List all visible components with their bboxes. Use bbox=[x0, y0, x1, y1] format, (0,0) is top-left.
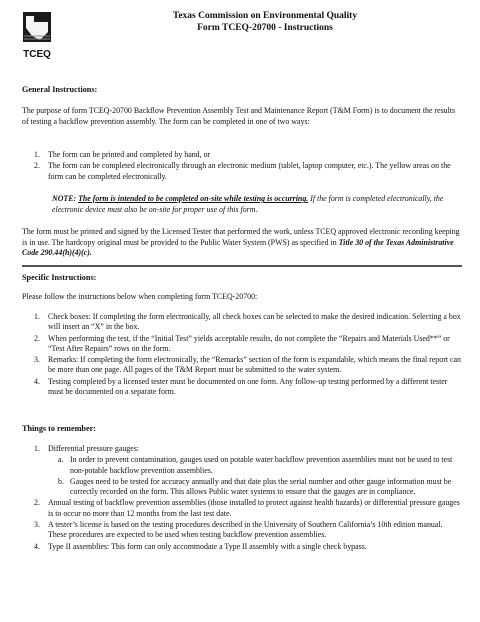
specific-intro-paragraph: Please follow the instructions below when completing form TCEQ-20700: bbox=[22, 292, 258, 301]
header-title-line1: Texas Commission on Environmental Quality bbox=[172, 11, 358, 21]
gauge-sublist bbox=[48, 455, 462, 497]
general-intro-paragraph: The purpose of form TCEQ-20700 Backflow Prevention Assembly Test and Maintenance Report (T&M Form) is to document the results of testing a backflow prevention assembly. The form can be completed in one of two ways: bbox=[22, 106, 456, 126]
list-item: 1. The form can be printed and completed by hand, or bbox=[34, 150, 211, 159]
completion-options-list bbox=[22, 150, 462, 183]
specific-instructions-heading: Specific Instructions: bbox=[22, 273, 97, 282]
list-item: 1. Check boxes: If completing the form electronically, all check boxes can be selected to make the desired indication. Selecting a box will insert an “X” in the box. bbox=[34, 312, 461, 332]
tceq-logo bbox=[22, 10, 52, 62]
logo-text: TCEQ bbox=[23, 49, 51, 60]
things-to-remember-heading: Things to remember: bbox=[22, 424, 96, 433]
list-item: 4. Type II assemblies: This form can only accommodate a Type II assembly with a single check bypass. bbox=[34, 541, 367, 551]
list-item: 2. Annual testing of backflow prevention assemblies (those installed to protect against health hazards) or differential pressure gauges is to occur no more than 12 months from the last test date. bbox=[34, 498, 460, 518]
list-item: 3. Remarks: If completing the form electronically, the “Remarks” section of the form is expandable, which means the final report can be more than one page. All pages of the T&M Report must be submitted to the water system. bbox=[34, 355, 461, 375]
page-header bbox=[100, 10, 430, 34]
list-item: a. In order to prevent contamination, gauges used on potable water backflow prevention assemblies must not be used to test non-potable backflow prevention assemblies. bbox=[58, 455, 453, 475]
note-text: If the form is completed electronically, the electronic device must also be on-site for proper use of this form. bbox=[52, 194, 444, 214]
texas-map-icon bbox=[22, 10, 52, 62]
list-item: 2. The form can be completed electronically through an electronic medium (tablet, laptop computer, etc.). The yellow areas on the form can be completed electronically. bbox=[34, 161, 451, 181]
header-title-line2: Form TCEQ-20700 - Instructions bbox=[197, 23, 333, 33]
list-item: 3. A tester’s license is based on the testing procedures described in the University of Southern California’s 10th edition manual. These procedures are expected to be used when testing backflow prevention assemblies. bbox=[34, 520, 443, 540]
general-instructions-heading: General Instructions: bbox=[22, 85, 98, 94]
tac-reference: Title 30 of the Texas Administrative Code 290.44(h)(4)(c). bbox=[22, 237, 454, 258]
things-to-remember-list bbox=[22, 444, 462, 553]
list-item: 2. When performing the test, if the “Initial Test” yields acceptable results, do not complete the “Repairs and Materials Used**” or “Test After Repairs” rows on the form. bbox=[34, 333, 450, 353]
note-emphasis: The form is intended to be completed on-site while testing is occurring. bbox=[78, 194, 309, 203]
list-item: b. Gauges need to be tested for accuracy annually and that date plus the serial number and other gauge information must be correctly recorded on the form. This allows Public water systems to ensure that the gauges are in compliance. bbox=[58, 476, 452, 497]
section-divider bbox=[22, 265, 462, 267]
list-item: 1. Differential pressure gauges: a. In order to prevent contamination, gauges used on potable water backflow prevention assemblies must not be used to test non-potable backflow prevention assemblies. b. Gauges need to be tested for accuracy annually and that date plus the serial number and other gauge information must be correctly recorded on the form. This allows Public water systems to ensure that the gauges are in compliance. bbox=[22, 444, 462, 497]
specific-instructions-list bbox=[22, 312, 462, 398]
signature-paragraph: The form must be printed and signed by the Licensed Tester that performed the work, unless TCEQ approved electronic recording keeping is in use. The hardcopy original must be provided to the Public Water System (PWS) as specified in Title 30 of the Texas Administrative Code 290.44(h)(4)(c). bbox=[22, 227, 460, 258]
note-paragraph bbox=[52, 194, 462, 215]
note-label: NOTE: bbox=[52, 194, 77, 203]
list-item: 4. Testing completed by a licensed tester must be documented on one form. Any follow-up testing performed by a different tester must be documented on a separate form. bbox=[34, 376, 448, 397]
